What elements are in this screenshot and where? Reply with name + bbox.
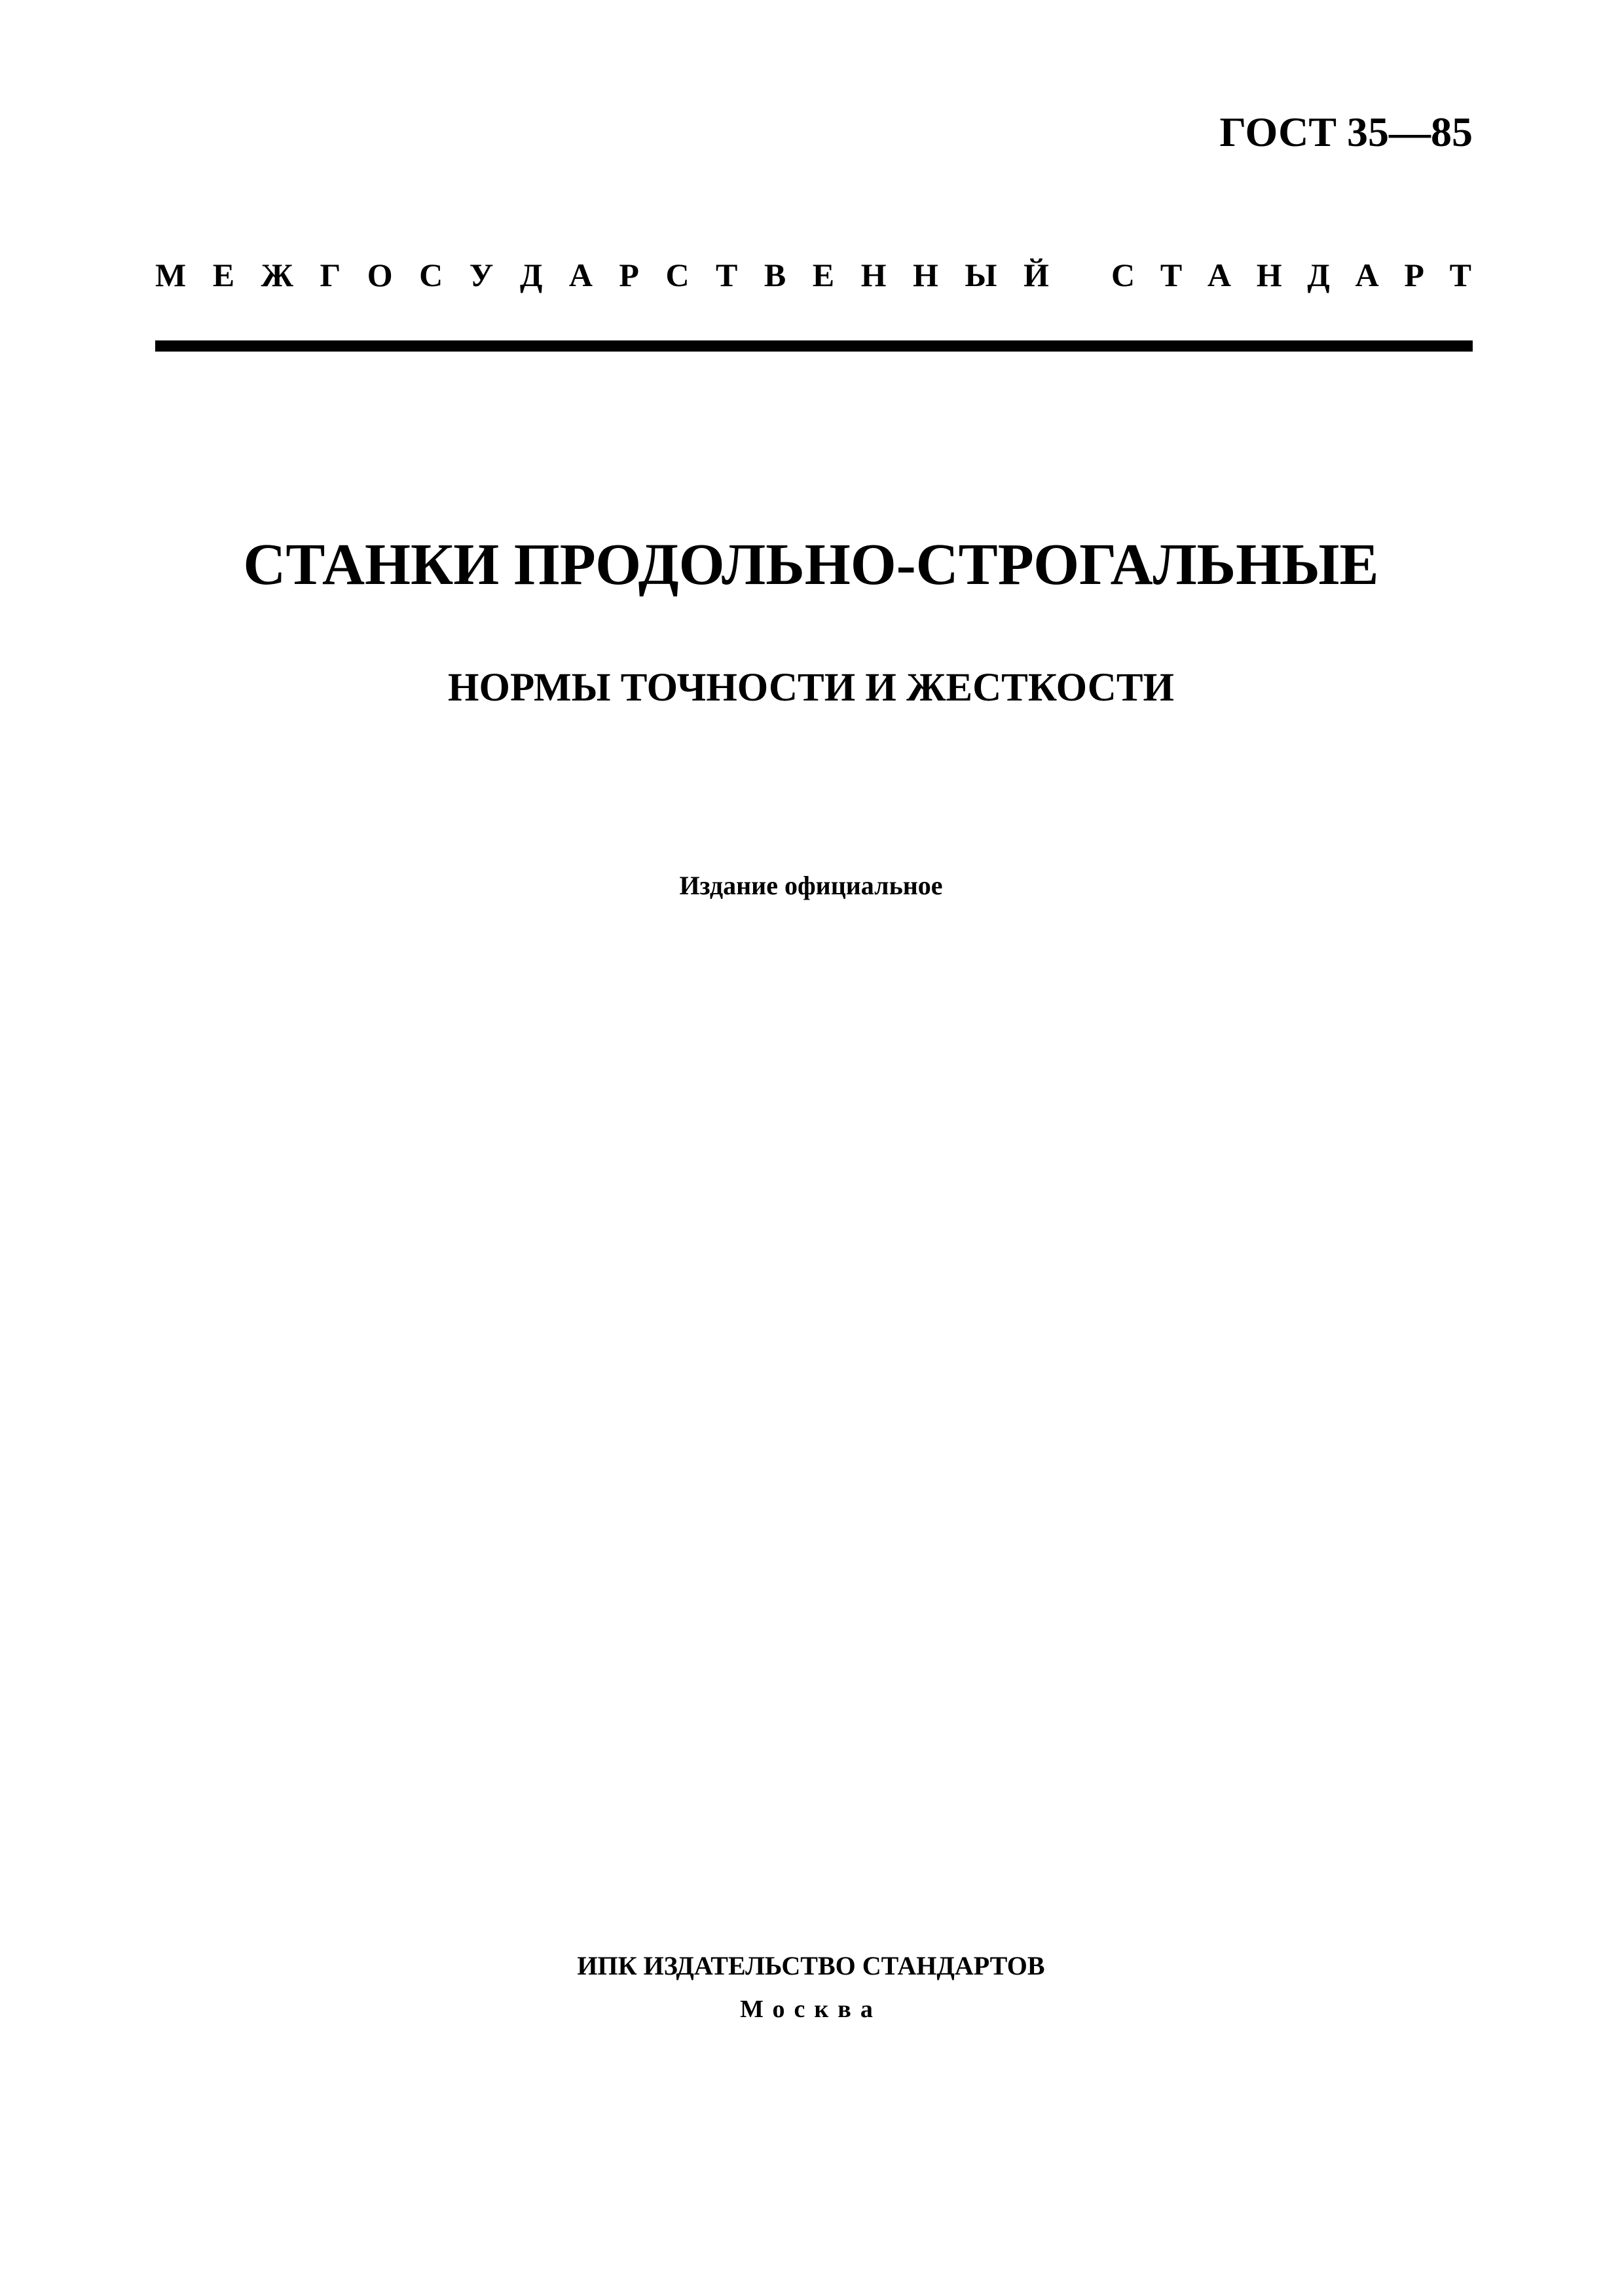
publisher-city: Москва	[740, 1995, 882, 2023]
document-number: ГОСТ 35—85	[1219, 109, 1473, 155]
document-subtitle: НОРМЫ ТОЧНОСТИ И ЖЕСТКОСТИ	[448, 666, 1174, 710]
publisher-name: ИПК ИЗДАТЕЛЬСТВО СТАНДАРТОВ	[577, 1951, 1045, 1980]
standard-type-word-interstate: М Е Ж Г О С У Д А Р С Т В Е Н Н Ы Й	[155, 257, 1049, 293]
standard-type-word-standard: С Т А Н Д А Р Т	[1111, 257, 1471, 293]
document-title: СТАНКИ ПРОДОЛЬНО-СТРОГАЛЬНЫЕ	[243, 532, 1379, 597]
horizontal-rule	[155, 340, 1473, 352]
standard-type-heading	[155, 259, 1471, 291]
edition-note: Издание официальное	[679, 871, 943, 900]
